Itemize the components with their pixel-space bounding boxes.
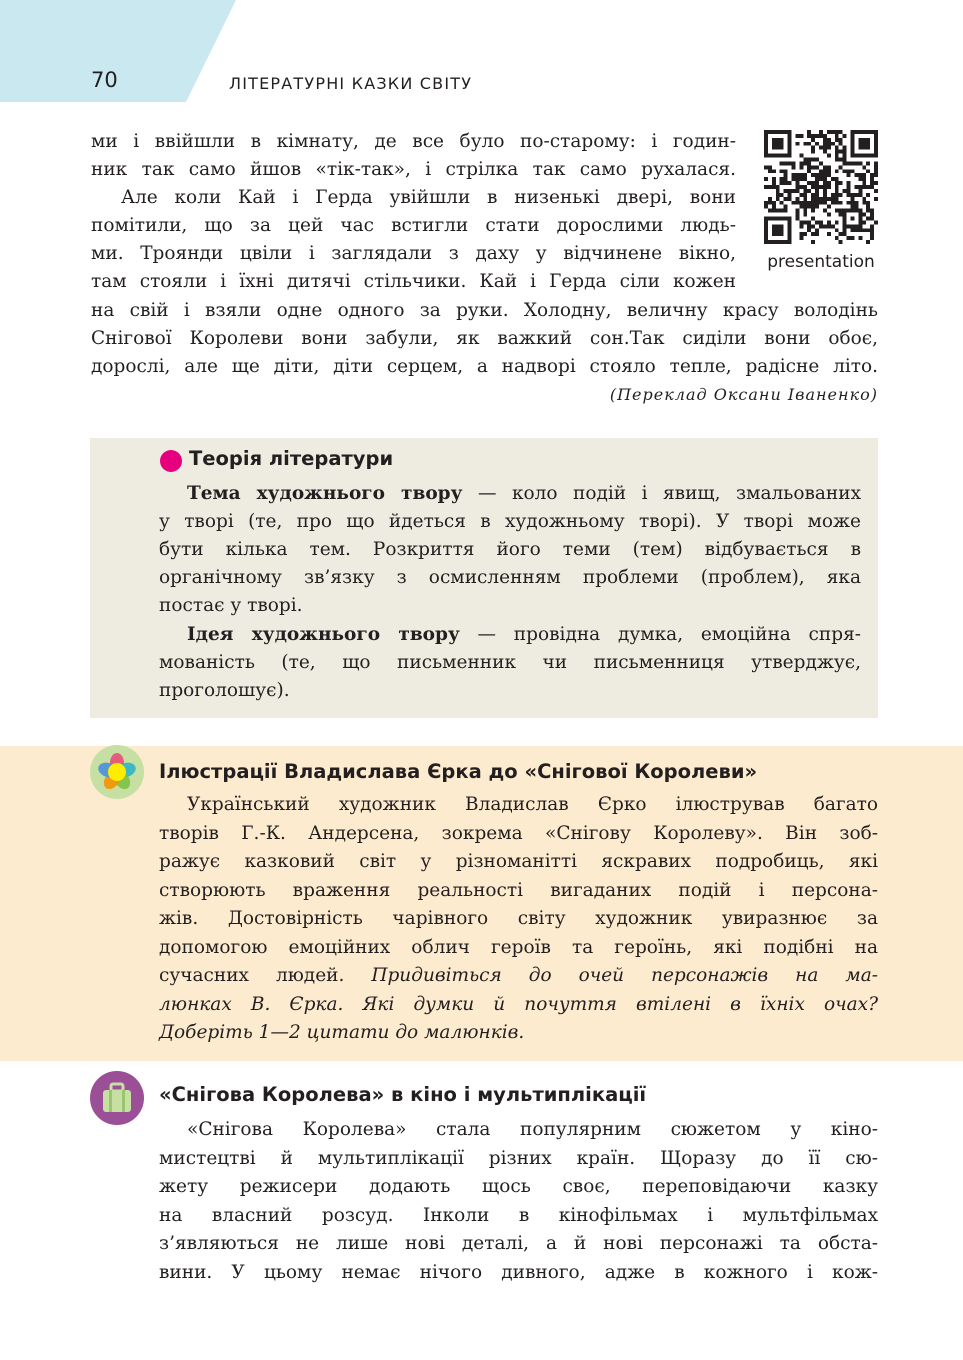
story-line: Снігової Королеви вони забули, як важкий сон.Так сиділи вони обоє, [91, 328, 878, 349]
cinema-line: з’являються не лише нові деталі, а й нові персонажі та обста- [159, 1233, 878, 1254]
theory-line: органічному зв’язку з осмисленням проблеми (проблем), яка [159, 567, 861, 588]
theory-line: постає у творі. [159, 595, 303, 616]
illustrations-line [159, 962, 878, 991]
theory-dot-icon [159, 449, 183, 473]
story-line: Але коли Кай і Герда увійшли в низенькі двері, вони [121, 187, 736, 208]
cinema-title: «Снігова Королева» в кіно і мультиплікації [159, 1083, 647, 1106]
story-line: дорослі, але ще діти, діти серцем, а надворі стояло тепле, радісне літо. [91, 356, 878, 377]
cinema-line: жету режисери додають щось своє, переповідаючи казку [159, 1176, 878, 1197]
illustrations-line: Український художник Владислав Єрко ілюстрував багато [187, 794, 878, 815]
theory-line: у творі (те, про що йдеться в художньому творі). У творі може [159, 511, 861, 532]
idea-definition-start: — провідна думка, емоційна спря- [459, 624, 862, 645]
running-head: ЛІТЕРАТУРНІ КАЗКИ СВІТУ [229, 74, 473, 93]
suitcase-icon [90, 1071, 144, 1125]
story-line: помітили, що за цей час встигли стати дорослими людь- [91, 215, 736, 236]
story-line: ми і ввійшли в кімнату, де все було по-старому: і годин- [91, 131, 736, 152]
theme-term: Тема художнього твору [187, 483, 463, 504]
illustrations-title: Ілюстрації Владислава Єрка до «Снігової Королеви» [159, 760, 758, 783]
illustrations-plain: сучасних людей. [159, 965, 372, 986]
theory-line [159, 621, 861, 649]
illustrations-line: створюють враження реальності вигаданих подій і персона- [159, 880, 878, 901]
illustrations-task-line: Доберіть 1—2 цитати до малюнків. [159, 1022, 525, 1043]
illustrations-task-line: люнках В. Єрка. Які думки й почуття втілені в їхніх очах? [159, 994, 878, 1015]
story-line: на свій і взяли одне одного за руки. Холодну, величну красу володінь [91, 300, 878, 321]
flower-palette-icon [90, 745, 144, 799]
translator-credit: (Переклад Оксани Іваненко) [609, 385, 878, 404]
story-line: там стояли і їхні дитячі стільчики. Кай і Герда сіли кожен [91, 271, 736, 292]
cinema-line: на власний розсуд. Інколи в кінофільмах і мультфільмах [159, 1205, 878, 1226]
cinema-line: вини. У цьому немає нічого дивного, адже в кожного і кож- [159, 1262, 878, 1283]
cinema-line: «Снігова Королева» стала популярним сюжетом у кіно- [187, 1119, 878, 1140]
illustrations-line: ражує казковий світ у різноманітті яскравих подробиць, які [159, 851, 878, 872]
theory-line: бути кілька тем. Розкриття його теми (тем) відбувається в [159, 539, 861, 560]
theory-line: проголошує). [159, 680, 290, 701]
qr-label: presentation [767, 252, 875, 272]
theory-line: мованість (те, що письменник чи письменниця утверджує, [159, 652, 861, 673]
header-corner-shape [0, 0, 240, 102]
illustrations-line: допомогою емоційних облич героїв та героїнь, які подібні на [159, 937, 878, 958]
qr-code[interactable] [764, 130, 878, 244]
story-line: ми. Троянди цвіли і заглядали з даху у відчинене вікно, [91, 243, 736, 264]
cinema-line: мистецтві й мультиплікації різних країн. Щоразу до її сю- [159, 1148, 878, 1169]
idea-term: Ідея художнього твору [187, 624, 460, 645]
story-line: ник так само йшов «тік-так», і стрілка так само рухалася. [91, 159, 736, 180]
theory-title: Теорія літератури [189, 447, 394, 470]
illustrations-task-start: Придивіться до очей персонажів на ма- [371, 965, 878, 986]
page-number: 70 [91, 68, 118, 92]
illustrations-line: жів. Достовірність чарівного світу художник увиразнює за [159, 908, 878, 929]
theory-line [159, 480, 861, 508]
theme-definition-start: — коло подій і явищ, змальованих [462, 483, 862, 504]
illustrations-line: творів Г.-К. Андерсена, зокрема «Снігову Королеву». Він зоб- [159, 823, 878, 844]
